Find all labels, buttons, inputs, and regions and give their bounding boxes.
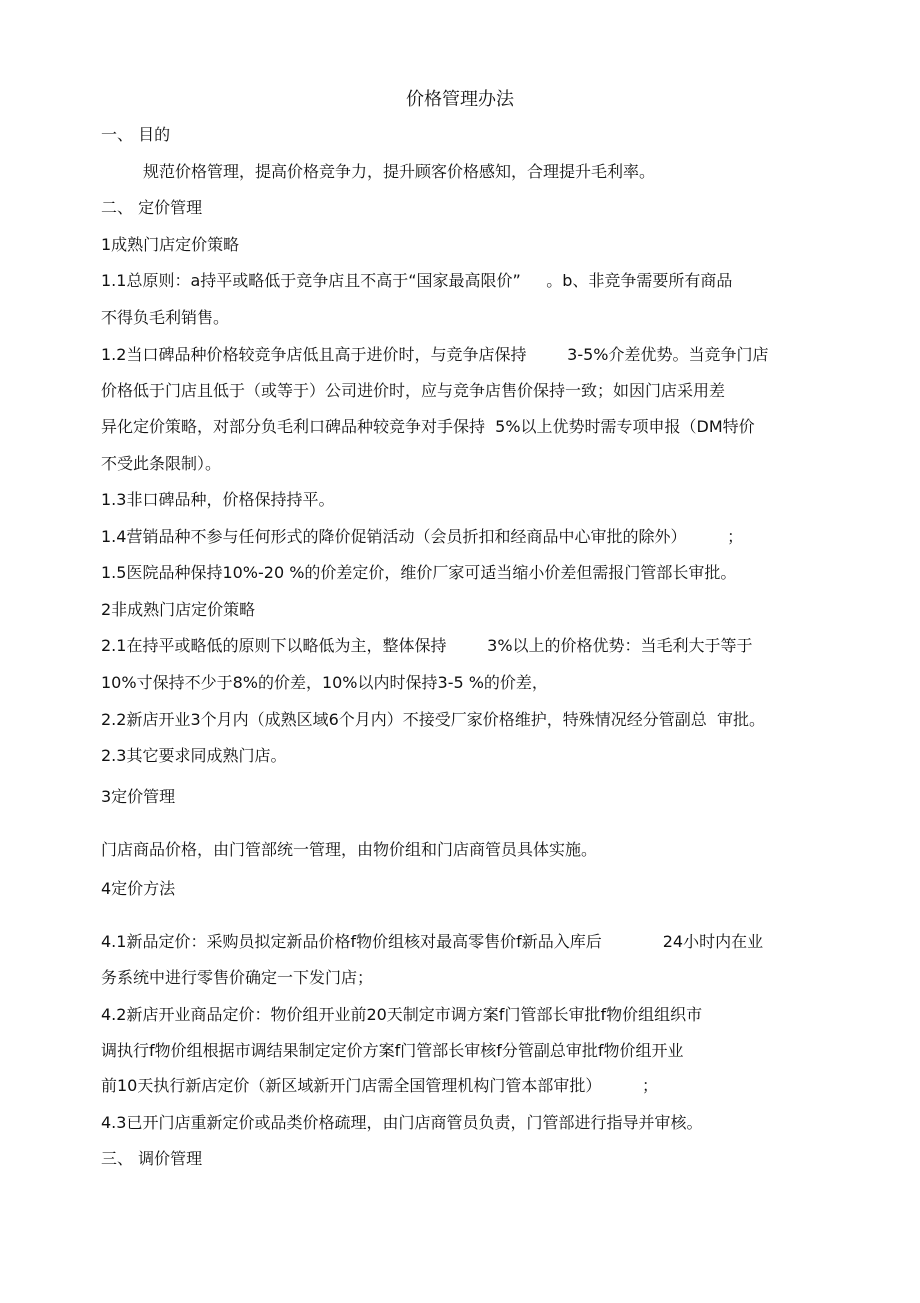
section-heading-price-adjustment: 三、 调价管理 — [101, 1149, 203, 1168]
paragraph-line: 不受此条限制）。 — [101, 454, 222, 473]
subsection-heading-mature-stores: 1成熟门店定价策略 — [101, 235, 240, 254]
paragraph-line: 1.2当口碑品种价格较竞争店低且高于进价时，与竞争店保持 3-5%介差优势。当竞争门店 — [101, 345, 769, 364]
paragraph-line: 10%寸保持不少于8%的价差，10%以内时保持3-5 %的价差， — [101, 673, 548, 692]
paragraph-line: 1.4营销品种不参与任何形式的降价促销活动（会员折扣和经商品中心审批的除外） ； — [101, 527, 744, 546]
section-heading-pricing: 二、 定价管理 — [101, 198, 203, 217]
paragraph-line: 门店商品价格，由门管部统一管理，由物价组和门店商管员具体实施。 — [101, 840, 598, 859]
paragraph-line: 2.2新店开业3个月内（成熟区域6个月内）不接受厂家价格维护，特殊情况经分管副总 审批。 — [101, 710, 765, 729]
paragraph-line: 1.5医院品种保持10%-20 %的价差定价，维价厂家可适当缩小价差但需报门管部长审批。 — [101, 563, 737, 582]
paragraph-line: 前10天执行新店定价（新区域新开门店需全国管理机构门管本部审批） ； — [101, 1076, 659, 1095]
paragraph-line: 价格低于门店且低于（或等于）公司进价时，应与竞争店售价保持一致；如因门店采用差 — [101, 381, 726, 400]
paragraph-purpose: 规范价格管理，提高价格竞争力，提升顾客价格感知，合理提升毛利率。 — [143, 162, 656, 181]
subsection-heading-new-stores: 2非成熟门店定价策略 — [101, 600, 256, 619]
paragraph-line: 不得负毛利销售。 — [101, 308, 230, 327]
paragraph-line: 调执行f物价组根据市调结果制定定价方案f门管部长审核f分管副总审批f物价组开业 — [101, 1041, 684, 1060]
paragraph-line: 务系统中进行零售价确定一下发门店； — [101, 968, 374, 987]
document-title: 价格管理办法 — [406, 89, 514, 110]
subsection-heading-pricing-management: 3定价管理 — [101, 787, 176, 806]
paragraph-line: 4.2新店开业商品定价：物价组开业前20天制定市调方案f门管部长审批f物价组组织市 — [101, 1005, 703, 1024]
paragraph-line: 4.3已开门店重新定价或品类价格疏理，由门店商管员负责，门管部进行指导并审核。 — [101, 1113, 703, 1132]
subsection-heading-pricing-method: 4定价方法 — [101, 879, 176, 898]
paragraph-line: 1.1总原则：a持平或略低于竞争店且不高于“国家最高限价” 。b、非竞争需要所有商品 — [101, 271, 733, 290]
paragraph-line: 4.1新品定价：采购员拟定新品价格f物价组核对最高零售价f新品入库后 24小时内在业 — [101, 932, 764, 951]
section-heading-purpose: 一、 目的 — [101, 125, 171, 144]
paragraph-line: 2.3其它要求同成熟门店。 — [101, 746, 287, 765]
paragraph-line: 异化定价策略，对部分负毛利口碑品种较竞争对手保持 5%以上优势时需专项申报（DM特价 — [101, 417, 755, 436]
paragraph-line: 1.3非口碑品种，价格保持持平。 — [101, 490, 335, 509]
paragraph-line: 2.1在持平或略低的原则下以略低为主，整体保持 3%以上的价格优势：当毛利大于等于 — [101, 636, 753, 655]
